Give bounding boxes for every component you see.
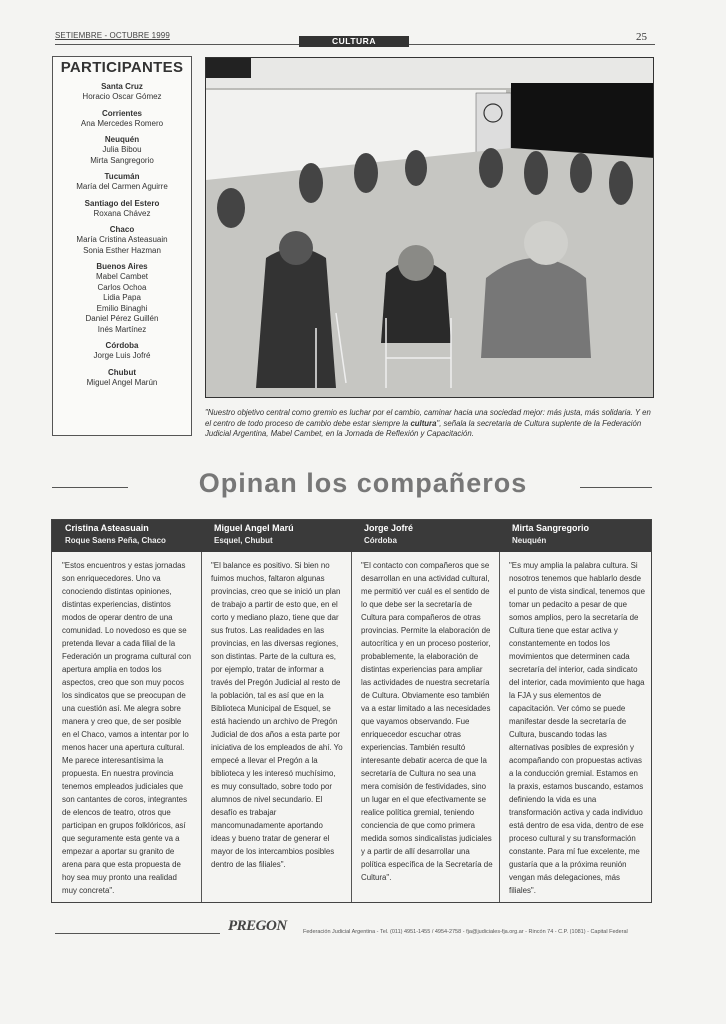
participant-group bbox=[53, 225, 191, 256]
participant-group bbox=[53, 199, 191, 220]
section-label: CULTURA bbox=[299, 36, 409, 47]
participant-group bbox=[53, 172, 191, 193]
opinion-place: Córdoba bbox=[364, 536, 397, 545]
participant-name: Carlos Ochoa bbox=[97, 282, 147, 292]
participants-list bbox=[53, 82, 191, 388]
participant-name: María del Carmen Aguirre bbox=[76, 182, 168, 191]
title-rule-right bbox=[580, 487, 652, 488]
participant-province: Corrientes bbox=[101, 108, 142, 118]
participant-name: Jorge Luis Jofré bbox=[93, 351, 151, 360]
participant-province: Chaco bbox=[109, 225, 135, 234]
participant-name: Horacio Oscar Gómez bbox=[82, 92, 162, 101]
opinion-text: "El contacto con compañeros que se desarrollan en una actividad cultural, me permitió ver cuál es el sentido de lo que debe ser la secretaría de Cultura para compañeros de otras provincias. Permite la elaboración de autocrítica y en un proceso posterior, probablemente, la elaboración de distintas experiencias para ampliar las actividades de nuestra secretaría de Cultura. Obviamente eso también va a estar limitado a las necesidades que vayamos observando. Fue enriquecedor escuchar otras experiencias. También resultó interesante debatir acerca de que la secretaría de Cultura no sea una mera comisión de festividades, sino un lugar en el que efectivamente se realice política gremial, teniendo conciencia de que como primera medida somos sindicalistas judiciales y a partir de allí desarrollar una política específica de la Secretaría de Cultura". bbox=[361, 561, 493, 882]
caption-text: "Nuestro objetivo central como gremio es luchar por el cambio, caminar hacia una sociedad mejor: más justa, más solidaria. Y en el centro de todo proceso de cambio debe estar siempre la bbox=[205, 408, 651, 428]
participant-group bbox=[53, 368, 191, 389]
participants-title: PARTICIPANTES bbox=[60, 59, 184, 76]
participant-province: Buenos Aires bbox=[96, 262, 148, 271]
meeting-photo-image bbox=[206, 58, 654, 398]
participant-province: Chubut bbox=[108, 367, 136, 377]
participant-name: Daniel Pérez Guillén bbox=[85, 314, 159, 323]
opinion-author: Mirta Sangregorio bbox=[512, 523, 590, 533]
page-number: 25 bbox=[636, 31, 647, 43]
photo-caption bbox=[205, 408, 657, 440]
opinion-place: Esquel, Chubut bbox=[214, 536, 273, 545]
participant-name: Roxana Chávez bbox=[93, 208, 151, 218]
opinion-author: Cristina Asteasuain bbox=[65, 523, 149, 533]
participant-province: Tucumán bbox=[104, 172, 140, 181]
caption-text-end: ", señala la secretaria de Cultura suplente de la Federación Judicial Argentina, Mabel Cambet, en la Jornada de Reflexión y Capacitación. bbox=[205, 418, 642, 438]
opinion-place: Neuquén bbox=[512, 536, 547, 545]
opinion-column bbox=[351, 520, 499, 902]
participant-name: Miguel Angel Marún bbox=[86, 377, 158, 387]
opinion-column bbox=[52, 520, 201, 902]
participant-group bbox=[53, 135, 191, 166]
participant-name: Lidia Papa bbox=[103, 293, 141, 302]
opinion-column bbox=[201, 520, 351, 902]
opinion-text: "Estos encuentros y estas jornadas son enriquecedores. Uno va conociendo distintas opiniones, distintas experiencias, distintos modos de operar dentro de una comunidad. Lo novedoso es que se pretenda llevar a cada filial de la Federación un programa cultural con apertura amplia en todos los aspectos, creo que son muy pocos los sindicatos que se preocupan de una cuestión así. Me alegra sobre manera y creo que, de ser posible en el Chaco, vamos a intentar por lo menos hacer una apertura cultural. Me parece interesantísima la propuesta. En nuestra provincia tenemos empleados judiciales que son cantantes de coros, integrantes de elencos de teatro, otros que participan en grupos folklóricos, así que seguramente esta gente va a empezar a aportar su granito de arena para que esta propuesta de hoy sea muy pronto una realidad muy concreta". bbox=[62, 561, 191, 895]
participant-province: Santa Cruz bbox=[101, 82, 143, 91]
participant-name: Emilio Binaghi bbox=[96, 303, 148, 313]
pregon-logo: PREGON bbox=[228, 918, 287, 934]
meeting-photo bbox=[205, 57, 654, 398]
opinion-text: "Es muy amplia la palabra cultura. Si nosotros tenemos que hablarlo desde el punto de vista sindical, tenemos que tomar un pedacito a pesar de que somos amplios, pero la secretaría de Cultura tiene que estar activa y constantemente en todos los movimientos que determinen cada secretaría del interior, cada sindicato del interior, cada movimiento que haga la FJA y sus elementos de capacitación. Ver cómo se puede manifestar desde la secretaría de Cultura, buscando todas las alternativas posibles de expresión y acompañando con propuestas activas a la conducción gremial. Estamos en la praxis, estamos buscando, estamos definiendo la vida es una transformación activa y cada individuo está dentro de esa vida, dentro de ese proceso cultural y su transformación constante. Para mí fue excelente, me gustaría que a la próxima reunión vengan más delegaciones, más filiales". bbox=[509, 561, 645, 895]
participants-box bbox=[52, 56, 192, 436]
participant-name: Sonia Esther Hazman bbox=[83, 245, 161, 255]
opinions-box bbox=[51, 519, 652, 903]
opinion-place: Roque Saens Peña, Chaco bbox=[65, 536, 166, 545]
opinion-author: Miguel Angel Marú bbox=[214, 523, 294, 533]
issue-date: SETIEMBRE - OCTUBRE 1999 bbox=[55, 31, 170, 40]
participant-name: Julia Bibou bbox=[102, 145, 142, 154]
participant-name: Mabel Cambet bbox=[95, 272, 149, 281]
participant-group bbox=[53, 341, 191, 362]
participant-province: Córdoba bbox=[105, 341, 139, 350]
participant-name: María Cristina Asteasuain bbox=[76, 235, 168, 244]
opinion-column bbox=[499, 520, 651, 902]
participant-group bbox=[53, 109, 191, 130]
opinion-text: "El balance es positivo. Si bien no fuimos muchos, faltaron algunas provincias, creo que se inició un plan de trabajo a partir de esto que, en el corto y mediano plazo, tiene que dar sus frutos. Las realidades en las provincias, en las diversas regiones, son distintas. Parte de la cultura es, por ejemplo, tratar de informar a través del Pregón Judicial al resto de la población, tal es así que en la Biblioteca Municipal de Esquel, se está haciendo un archivo de Pregón Judicial de dos años a esta parte por iniciativa de los empleados de ahí. Yo empecé a llevar el Pregón a la biblioteca y les interesó muchísimo, es muy consultado, sobre todo por alumnos de nivel secundario. El desafío es trabajar mancomunadamente aportando ideas y bueno tratar de generar el mayor de los intercambios posibles dentro de las filiales". bbox=[211, 561, 343, 869]
footer-contact: Federación Judicial Argentina - Tel. (011) 4951-1455 / 4954-2758 - fja@judiciales-fja.org.ar - Rincón 74 - C.P. (1081) - Capital Federal bbox=[303, 929, 628, 935]
participant-name: Inés Martínez bbox=[97, 324, 147, 334]
participant-group bbox=[53, 262, 191, 335]
participant-province: Neuquén bbox=[104, 135, 140, 144]
section-title: Opinan los compañeros bbox=[198, 468, 528, 498]
participant-name: Mirta Sangregorio bbox=[90, 155, 154, 165]
caption-emphasis: cultura bbox=[410, 418, 437, 428]
opinion-author: Jorge Jofré bbox=[364, 523, 414, 533]
footer-rule-left bbox=[55, 933, 220, 934]
participant-group bbox=[53, 82, 191, 103]
participant-province: Santiago del Estero bbox=[84, 198, 160, 208]
participant-name: Ana Mercedes Romero bbox=[80, 118, 164, 128]
